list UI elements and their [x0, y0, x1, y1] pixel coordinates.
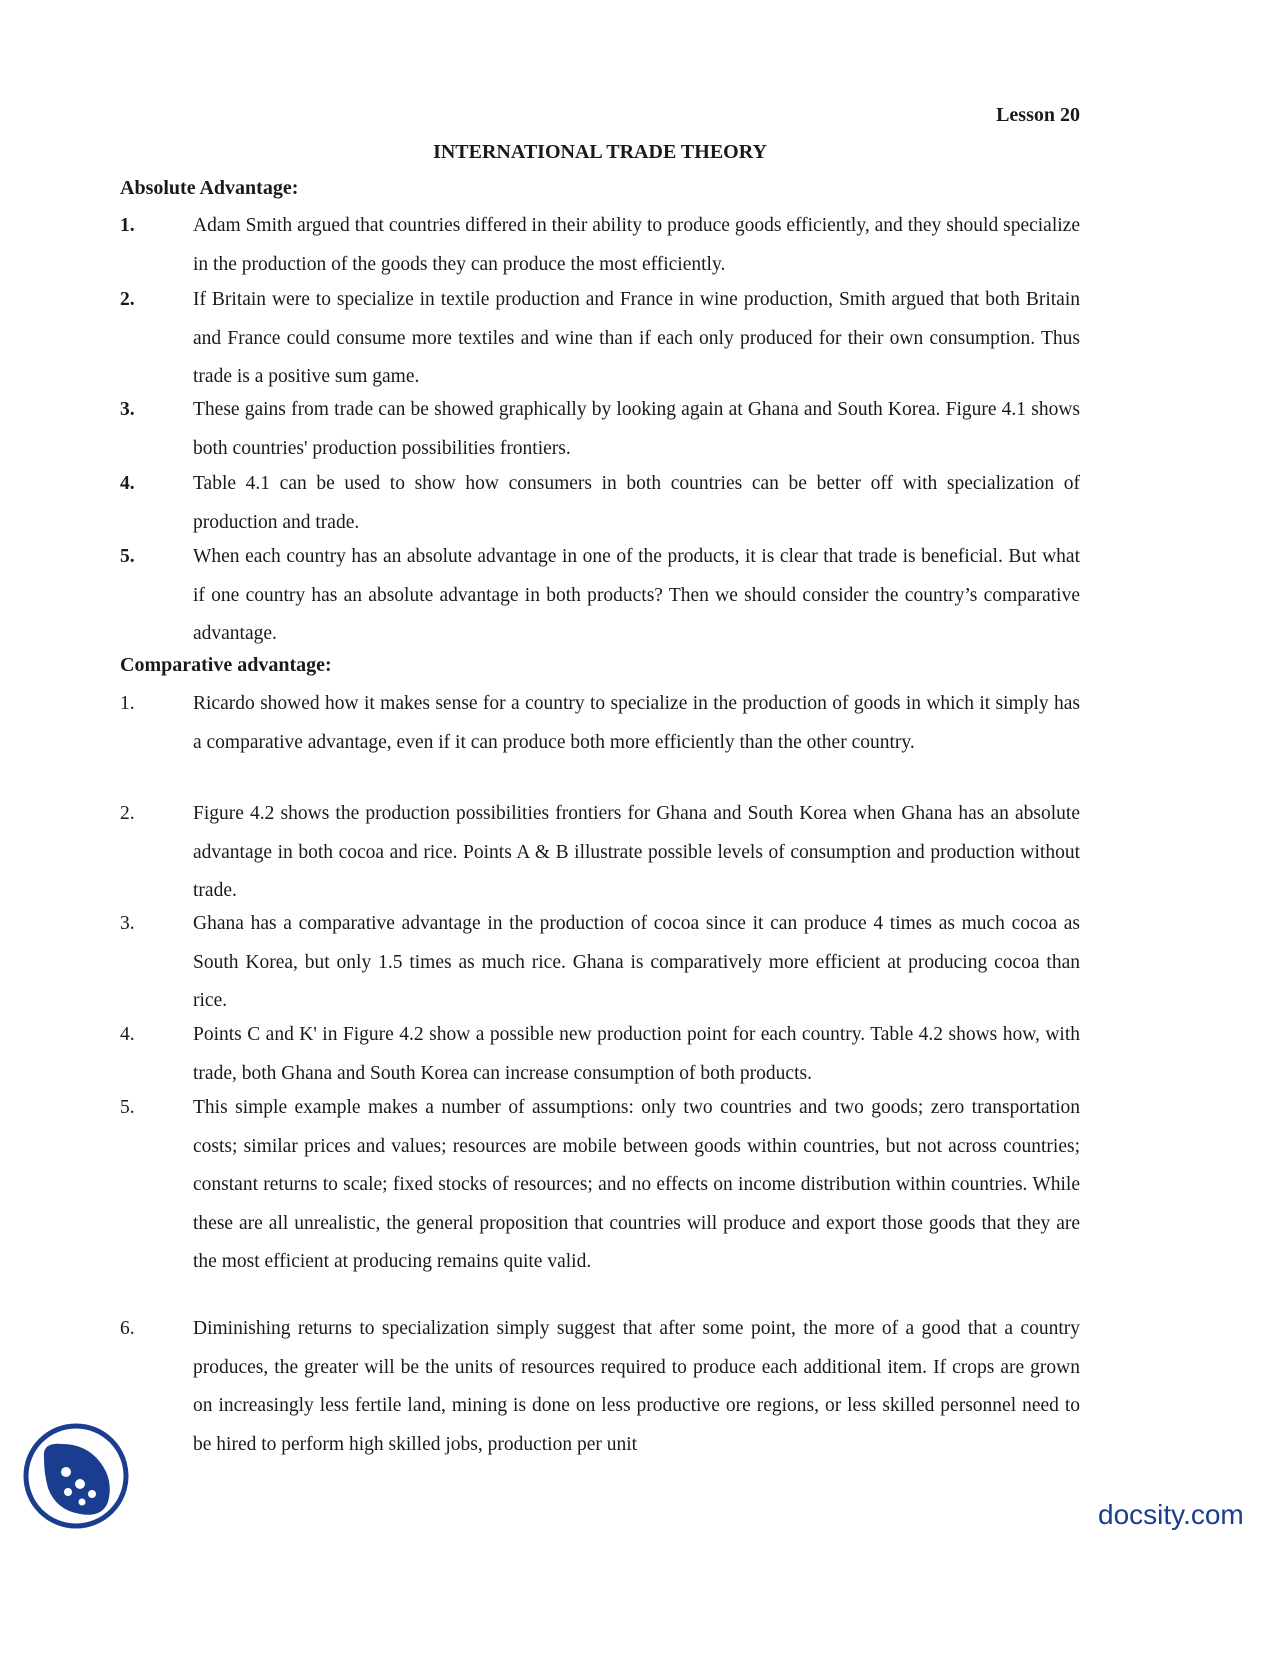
item-text: Adam Smith argued that countries differed in their ability to produce goods efficiently, and they should specialize in the production of the goods they can produce the most efficiently.: [193, 215, 1080, 275]
list-item: [120, 685, 1080, 762]
item-number: 2.: [120, 289, 135, 310]
list-item: [120, 1310, 1080, 1464]
item-number: 1.: [120, 693, 135, 714]
item-text: This simple example makes a number of assumptions: only two countries and two goods; zero transportation costs; similar prices and values; resources are mobile between goods within countries, but not across countries; constant returns to scale; fixed stocks of resources; and no effects on income distribution within countries. While these are all unrealistic, the general proposition that countries will produce and export those goods that they are the most efficient at producing remains quite valid.: [193, 1097, 1080, 1272]
lesson-label: Lesson 20: [996, 104, 1080, 126]
list-item: [120, 1089, 1080, 1282]
list-item: [120, 281, 1080, 397]
absolute-advantage-heading: Absolute Advantage:: [120, 177, 299, 199]
item-number: 5.: [120, 1097, 135, 1118]
item-text: When each country has an absolute advantage in one of the products, it is clear that trade is beneficial. But what if one country has an absolute advantage in both products? Then we should consider the country’s comparative advantage.: [193, 546, 1080, 644]
docsity-watermark[interactable]: docsity.com: [1098, 1499, 1244, 1530]
item-text: Table 4.1 can be used to show how consumers in both countries can be better off with specialization of production and trade.: [193, 473, 1080, 533]
list-item: [120, 538, 1080, 654]
item-number: 2.: [120, 803, 135, 824]
item-text: Ricardo showed how it makes sense for a country to specialize in the production of goods in which it simply has a comparative advantage, even if it can produce both more efficiently than the other country.: [193, 693, 1080, 753]
item-text: Figure 4.2 shows the production possibilities frontiers for Ghana and South Korea when Ghana has an absolute advantage in both cocoa and rice. Points A & B illustrate possible levels of consumption and production without trade.: [193, 803, 1080, 901]
item-number: 1.: [120, 215, 135, 236]
comparative-advantage-heading: Comparative advantage:: [120, 654, 332, 676]
item-text: These gains from trade can be showed graphically by looking again at Ghana and South Korea. Figure 4.1 shows both countries' production possibilities frontiers.: [193, 399, 1080, 459]
list-item: [120, 795, 1080, 911]
item-text: Points C and K' in Figure 4.2 show a possible new production point for each country. Table 4.2 shows how, with trade, both Ghana and South Korea can increase consumption of both products.: [193, 1024, 1080, 1084]
item-number: 5.: [120, 546, 135, 567]
item-text: Ghana has a comparative advantage in the production of cocoa since it can produce 4 times as much cocoa as South Korea, but only 1.5 times as much rice. Ghana is comparatively more efficient at producing cocoa than rice.: [193, 913, 1080, 1011]
item-text: Diminishing returns to specialization simply suggest that after some point, the more of a good that a country produces, the greater will be the units of resources required to produce each additional item. If crops are grown on increasingly less fertile land, mining is done on less productive ore regions, or less skilled personnel need to be hired to perform high skilled jobs, production per unit: [193, 1318, 1080, 1455]
list-item: [120, 465, 1080, 542]
list-item: [120, 391, 1080, 468]
item-number: 4.: [120, 473, 135, 494]
item-text: If Britain were to specialize in textile production and France in wine production, Smith argued that both Britain and France could consume more textiles and wine than if each only produced for their own consumption. Thus trade is a positive sum game.: [193, 289, 1080, 387]
item-number: 3.: [120, 399, 135, 420]
docsity-logo-icon[interactable]: [22, 1422, 130, 1530]
page-title: INTERNATIONAL TRADE THEORY: [433, 141, 767, 163]
item-number: 3.: [120, 913, 135, 934]
list-item: [120, 207, 1080, 284]
item-number: 4.: [120, 1024, 135, 1045]
list-item: [120, 905, 1080, 1021]
item-number: 6.: [120, 1318, 135, 1339]
list-item: [120, 1016, 1080, 1093]
